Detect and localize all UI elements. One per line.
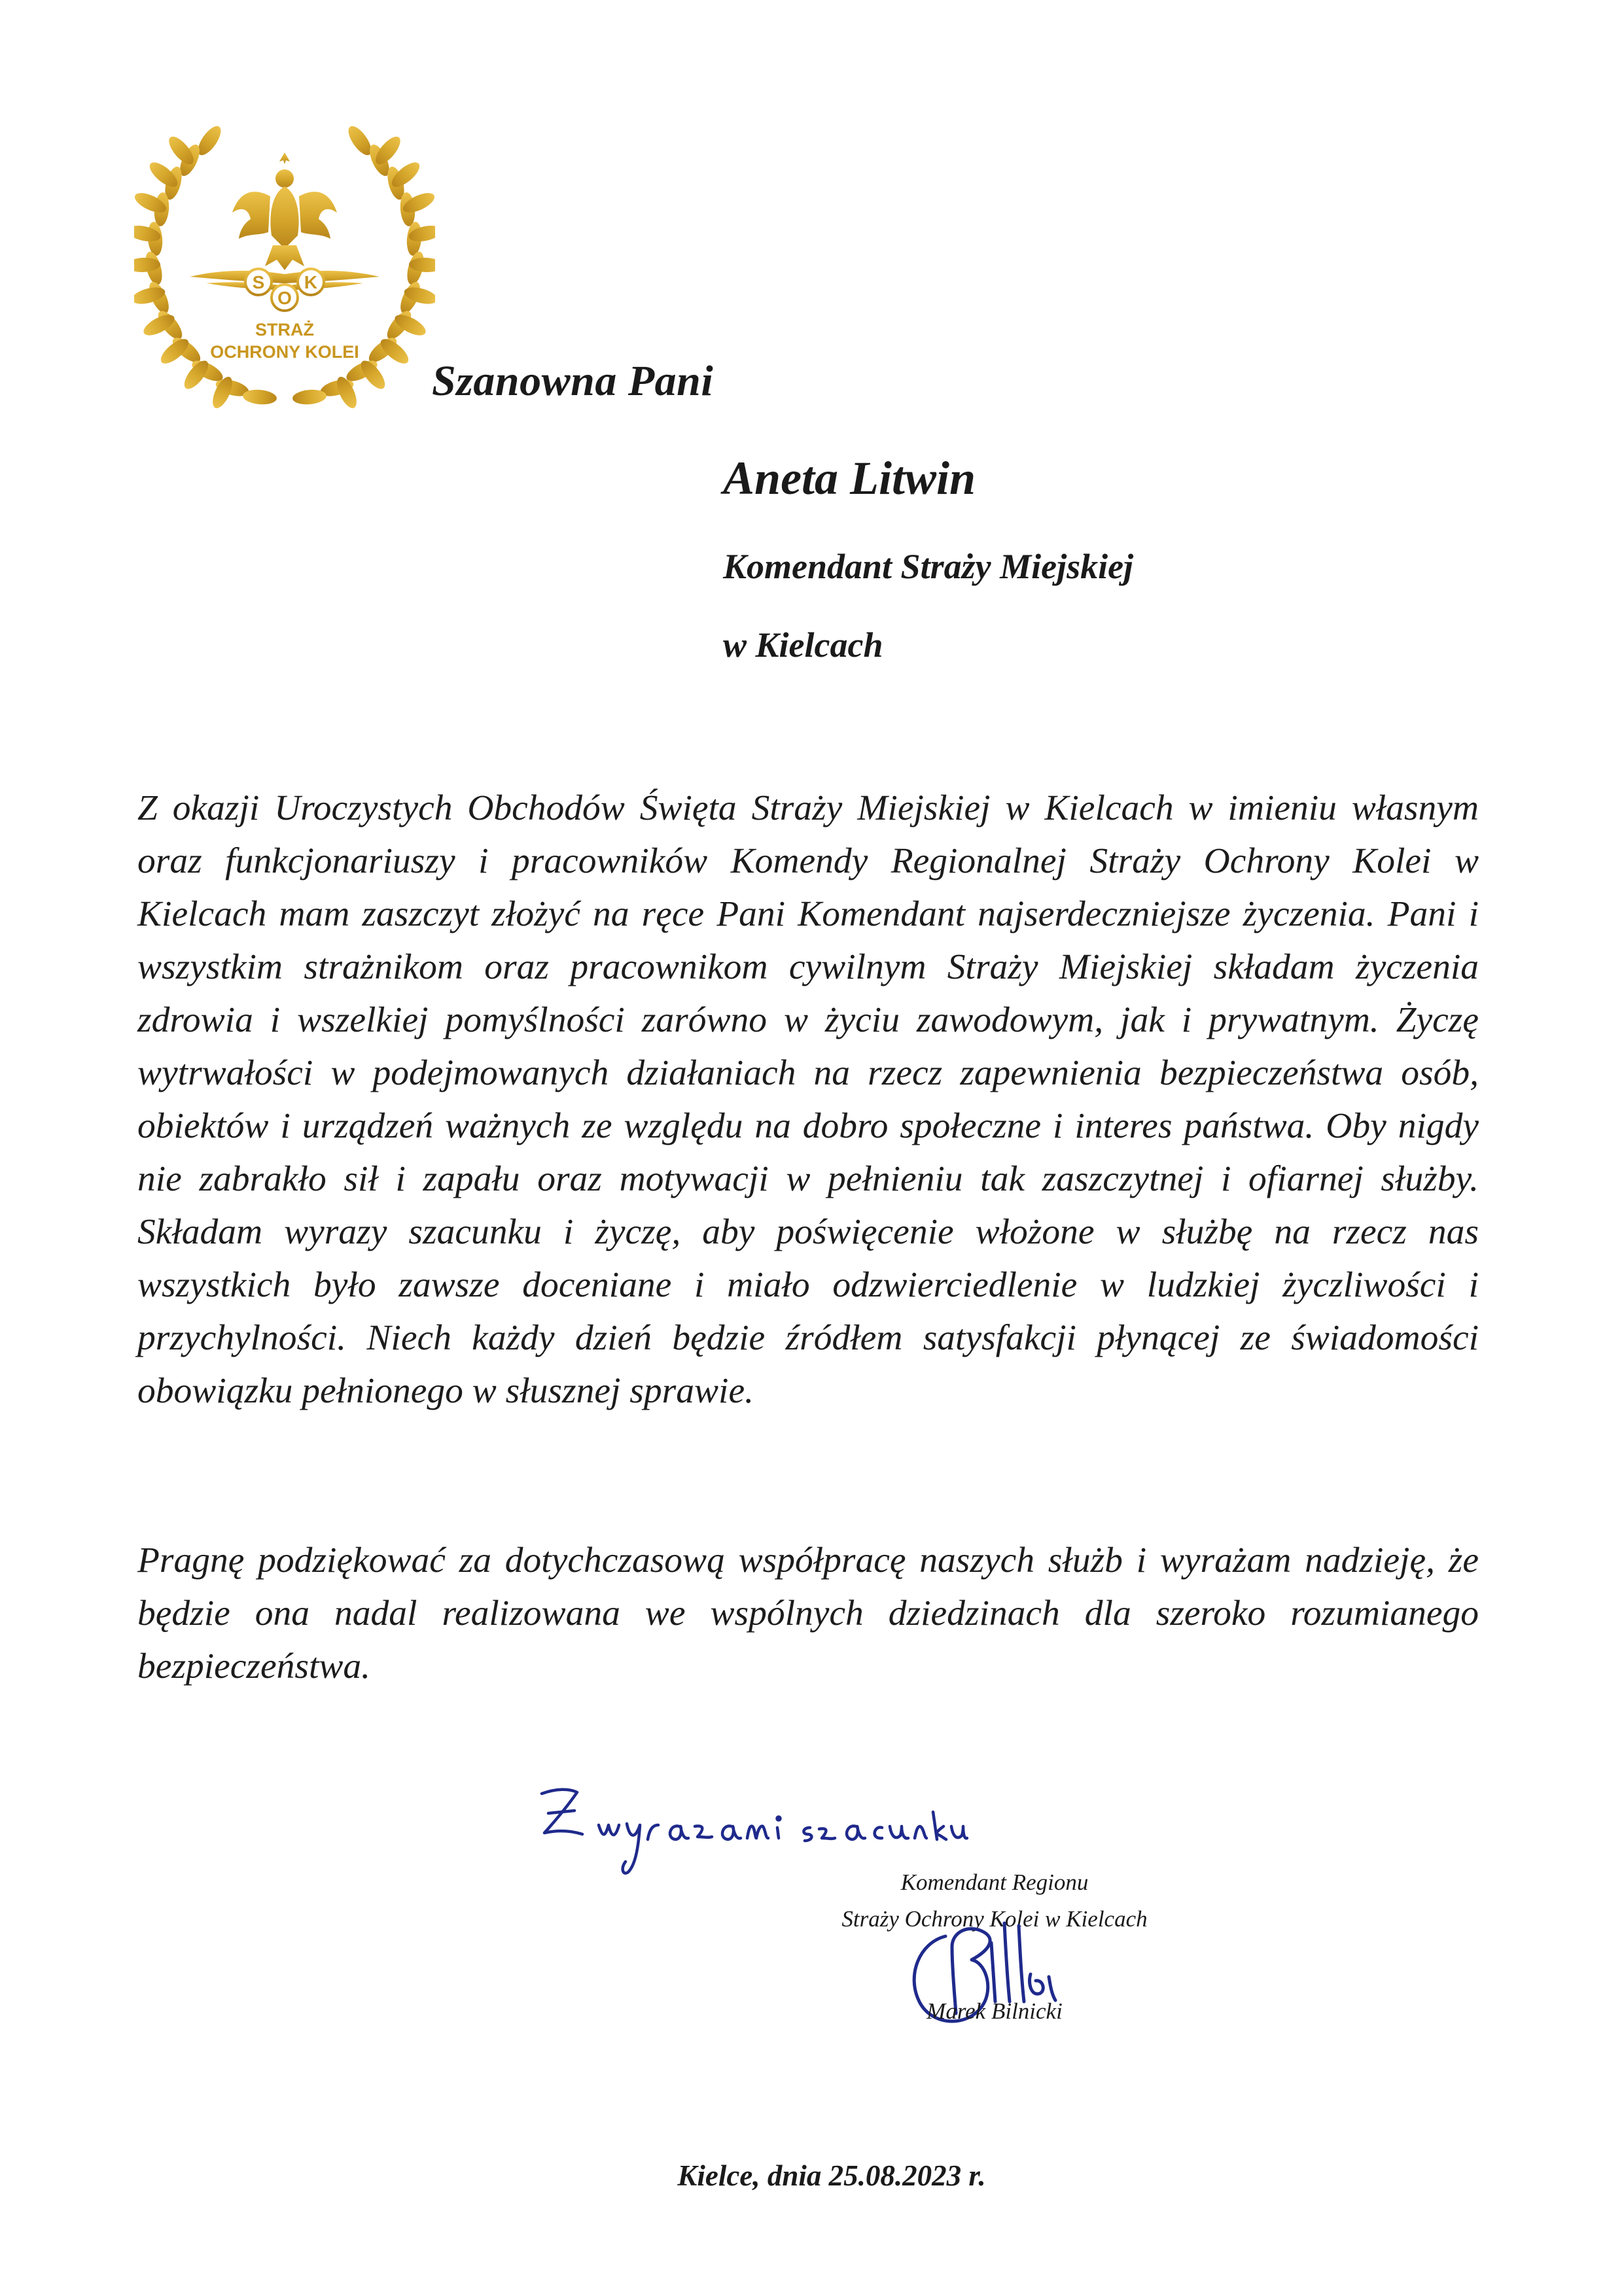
recipient-title: Komendant Straży Miejskiej: [723, 547, 1134, 586]
recipient-name: Aneta Litwin: [723, 452, 976, 504]
eagle-icon: [232, 152, 337, 270]
emblem-line1: STRAŻ: [255, 320, 314, 339]
signatory-role-line2: Straży Ochrony Kolei w Kielcach: [841, 1906, 1148, 1932]
recipient-city: w Kielcach: [723, 625, 883, 665]
signatory-name: Marek Bilnicki: [927, 1998, 1063, 2024]
place-date: Kielce, dnia 25.08.2023 r.: [677, 2159, 986, 2192]
sok-emblem-logo: [134, 114, 435, 425]
salutation: Szanowna Pani: [432, 357, 714, 405]
svg-text:S: S: [252, 272, 265, 292]
handwritten-closing: [537, 1779, 968, 1877]
svg-text:K: K: [304, 272, 318, 292]
emblem-line2: OCHRONY KOLEI: [210, 342, 359, 362]
svg-text:O: O: [277, 288, 292, 308]
signatory-role-line1: Komendant Regionu: [900, 1870, 1089, 1895]
body-paragraph-1: Z okazji Uroczystych Obchodów Święta Straży Miejskiej w Kielcach w imieniu własnym oraz funkcjonariuszy i pracowników Komendy Regionalnej Straży Ochrony Kolei w Kielcach mam zaszczyt złożyć na ręce Pani Komendant najserdeczniejsze życzenia. Pani i wszystkim strażnikom oraz pracownikom cywilnym Straży Miejskiej składam życzenia zdrowia i wszelkiej pomyślności zarówno w życiu zawodowym, jak i prywatnym. Życzę wytrwałości w podejmowanych działaniach na rzecz zapewnienia bezpieczeństwa osób, obiektów i urządzeń ważnych ze względu na dobro społeczne i interes państwa. Oby nigdy nie zabrakło sił i zapału oraz motywacji w pełnieniu tak zaszczytnej i ofiarnej służby. Składam wyrazy szacunku i życzę, aby poświęcenie włożone w służbę na rzecz nas wszystkich było zawsze doceniane i miało odzwierciedlenie w ludzkiej życzliwości i przychylności. Niech każdy dzień będzie źródłem satysfakcji płynącej ze świadomości obowiązku pełnionego w słusznej sprawie.: [137, 788, 1479, 1411]
body-paragraph-2: Pragnę podziękować za dotychczasową współpracę naszych służb i wyrażam nadzieję, że będzie ona nadal realizowana we wspólnych dziedzinach dla szeroko rozumianego bezpieczeństwa.: [137, 1540, 1479, 1686]
